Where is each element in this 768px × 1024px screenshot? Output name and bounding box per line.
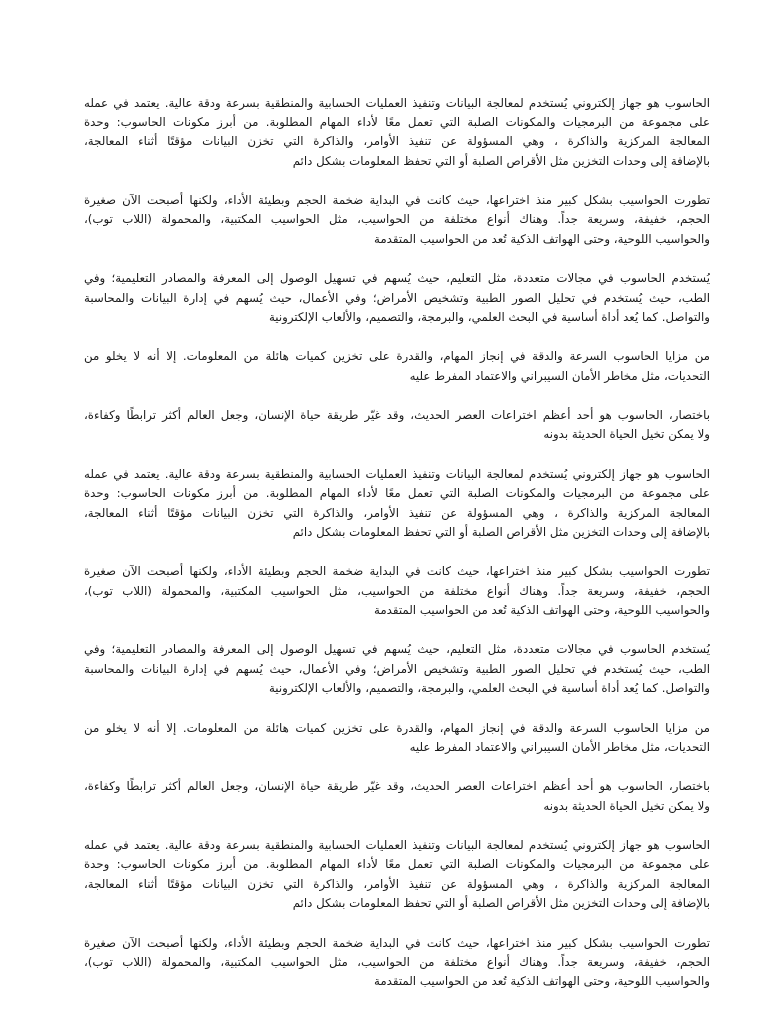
- text-line: بالإضافة إلى وحدات التخزين مثل الأقراص الصلبة أو التي تحفظ المعلومات بشكل دائم: [292, 153, 710, 168]
- text-line: تطورت الحواسيب بشكل كبير منذ اختراعها، حيث كانت في البداية ضخمة الحجم وبطيئة الأداء، ولكنها أصبحت الآن صغيرة: [84, 564, 710, 579]
- text-line: بالإضافة إلى وحدات التخزين مثل الأقراص الصلبة أو التي تحفظ المعلومات بشكل دائم: [292, 524, 710, 539]
- paragraph: [84, 347, 710, 385]
- paragraph: [84, 934, 710, 992]
- text-line: الحاسوب هو جهاز إلكتروني يُستخدم لمعالجة البيانات وتنفيذ العمليات الحسابية والمنطقية بسرعة ودقة عالية. يعتمد في عمله: [84, 467, 710, 482]
- text-line: يُستخدم الحاسوب في مجالات متعددة، مثل التعليم، حيث يُسهم في تسهيل الوصول إلى المعرفة والمصادر التعليمية؛ وفي: [84, 271, 710, 286]
- text-line: الحجم، خفيفة، وسريعة جداً. وهناك أنواع مختلفة من الحواسيب، مثل الحواسيب المكتبية، والمحمولة (اللاب توب)،: [84, 583, 710, 598]
- text-line: والحواسيب اللوحية، وحتى الهواتف الذكية تُعد من الحواسيب المتقدمة: [374, 973, 710, 988]
- text-line: ولا يمكن تخيل الحياة الحديثة بدونه: [543, 798, 710, 813]
- paragraph: [84, 269, 710, 327]
- paragraph: [84, 465, 710, 542]
- text-line: الحاسوب هو جهاز إلكتروني يُستخدم لمعالجة البيانات وتنفيذ العمليات الحسابية والمنطقية بسرعة ودقة عالية. يعتمد في عمله: [84, 96, 710, 110]
- text-line: تطورت الحواسيب بشكل كبير منذ اختراعها، حيث كانت في البداية ضخمة الحجم وبطيئة الأداء، ولكنها أصبحت الآن صغيرة: [84, 935, 710, 950]
- paragraph: [84, 777, 710, 815]
- paragraph: [84, 562, 710, 620]
- text-line: والحواسيب اللوحية، وحتى الهواتف الذكية تُعد من الحواسيب المتقدمة: [374, 231, 710, 246]
- text-line: التحديات، مثل مخاطر الأمان السيبراني والاعتماد المفرط عليه: [409, 368, 710, 383]
- paragraph: [84, 191, 710, 249]
- text-line: يُستخدم الحاسوب في مجالات متعددة، مثل التعليم، حيث يُسهم في تسهيل الوصول إلى المعرفة والمصادر التعليمية؛ وفي: [84, 642, 710, 657]
- text-line: الطب، حيث يُستخدم في تحليل الصور الطبية وتشخيص الأمراض؛ وفي الأعمال، حيث يُسهم في إدارة البيانات والمحاسبة: [84, 290, 710, 305]
- text-line: على مجموعة من البرمجيات والمكونات الصلبة التي تعمل معًا لأداء المهام المطلوبة. من أبرز مكونات الحاسوب: وحدة: [84, 115, 710, 130]
- text-line: من مزايا الحاسوب السرعة والدقة في إنجاز المهام، والقدرة على تخزين كميات هائلة من المعلومات. إلا أنه لا يخلو من: [84, 720, 710, 735]
- text-line: المعالجة المركزية والذاكرة ، وهي المسؤولة عن تنفيذ الأوامر، والذاكرة التي تخزن البيانات مؤقتًا أثناء المعالجة،: [84, 876, 710, 891]
- text-line: على مجموعة من البرمجيات والمكونات الصلبة التي تعمل معًا لأداء المهام المطلوبة. من أبرز مكونات الحاسوب: وحدة: [84, 486, 710, 501]
- text-line: المعالجة المركزية والذاكرة ، وهي المسؤولة عن تنفيذ الأوامر، والذاكرة التي تخزن البيانات مؤقتًا أثناء المعالجة،: [84, 134, 710, 149]
- paragraph: [84, 94, 710, 171]
- text-line: والتواصل. كما يُعد أداة أساسية في البحث العلمي، والبرمجة، والتصميم، والألعاب الإلكترونية: [268, 309, 710, 324]
- paragraph: [84, 406, 710, 444]
- text-line: المعالجة المركزية والذاكرة ، وهي المسؤولة عن تنفيذ الأوامر، والذاكرة التي تخزن البيانات مؤقتًا أثناء المعالجة،: [84, 505, 710, 520]
- text-line: الطب، حيث يُستخدم في تحليل الصور الطبية وتشخيص الأمراض؛ وفي الأعمال، حيث يُسهم في إدارة البيانات والمحاسبة: [84, 661, 710, 676]
- text-line: والحواسيب اللوحية، وحتى الهواتف الذكية تُعد من الحواسيب المتقدمة: [374, 602, 710, 617]
- paragraph: [84, 640, 710, 698]
- text-line: من مزايا الحاسوب السرعة والدقة في إنجاز المهام، والقدرة على تخزين كميات هائلة من المعلومات. إلا أنه لا يخلو من: [84, 349, 710, 364]
- text-line: الحجم، خفيفة، وسريعة جداً. وهناك أنواع مختلفة من الحواسيب، مثل الحواسيب المكتبية، والمحمولة (اللاب توب)،: [84, 954, 710, 969]
- text-line: تطورت الحواسيب بشكل كبير منذ اختراعها، حيث كانت في البداية ضخمة الحجم وبطيئة الأداء، ولكنها أصبحت الآن صغيرة: [84, 193, 710, 208]
- text-line: الحجم، خفيفة، وسريعة جداً. وهناك أنواع مختلفة من الحواسيب، مثل الحواسيب المكتبية، والمحمولة (اللاب توب)،: [84, 212, 710, 227]
- document-body: [84, 94, 710, 991]
- text-line: الحاسوب هو جهاز إلكتروني يُستخدم لمعالجة البيانات وتنفيذ العمليات الحسابية والمنطقية بسرعة ودقة عالية. يعتمد في عمله: [84, 838, 710, 853]
- text-line: باختصار، الحاسوب هو أحد أعظم اختراعات العصر الحديث، وقد غيّر طريقة حياة الإنسان، وجعل العالم أكثر ترابطًا وكفاءة،: [84, 779, 710, 794]
- text-line: ولا يمكن تخيل الحياة الحديثة بدونه: [543, 427, 710, 442]
- text-line: والتواصل. كما يُعد أداة أساسية في البحث العلمي، والبرمجة، والتصميم، والألعاب الإلكترونية: [268, 680, 710, 695]
- paragraph: [84, 836, 710, 913]
- paragraph: [84, 719, 710, 757]
- text-line: بالإضافة إلى وحدات التخزين مثل الأقراص الصلبة أو التي تحفظ المعلومات بشكل دائم: [292, 895, 710, 910]
- text-line: باختصار، الحاسوب هو أحد أعظم اختراعات العصر الحديث، وقد غيّر طريقة حياة الإنسان، وجعل العالم أكثر ترابطًا وكفاءة،: [84, 408, 710, 423]
- text-line: التحديات، مثل مخاطر الأمان السيبراني والاعتماد المفرط عليه: [409, 739, 710, 754]
- text-line: على مجموعة من البرمجيات والمكونات الصلبة التي تعمل معًا لأداء المهام المطلوبة. من أبرز مكونات الحاسوب: وحدة: [84, 857, 710, 872]
